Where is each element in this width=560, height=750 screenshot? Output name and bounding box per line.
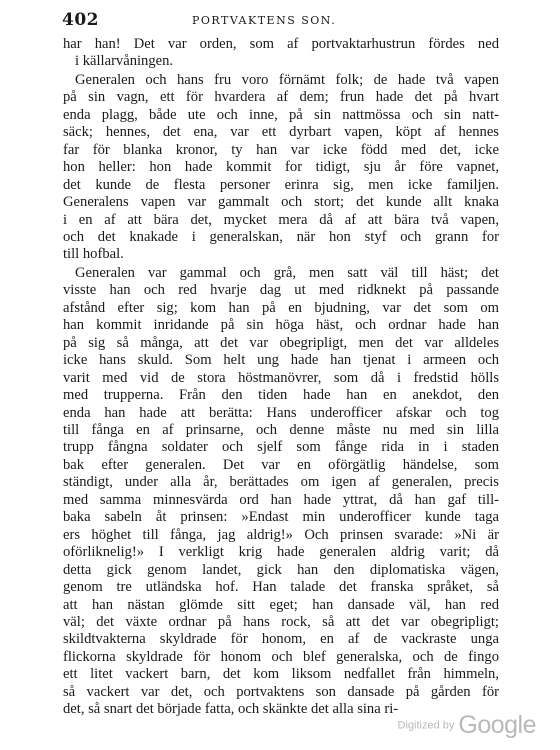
text-line: far för blanka kronor, ty han var icke född med det, icke (63, 141, 499, 158)
paragraph (63, 72, 499, 264)
text-line: det kunde de flesta personer erinra sig, men icke familjen. (63, 176, 499, 193)
text-line: detta gick genom landet, gick han den diplomatiska vägen, (63, 561, 499, 578)
digitized-label: Digitized by (397, 719, 455, 732)
text-line: i källarvåningen. (75, 53, 174, 70)
text-line: och det knakade i generalskan, när hon styf och grann for (63, 228, 499, 245)
text-line: han kommit inridande på sin höga häst, och ordnar hade han (63, 317, 499, 334)
text-line: hon heller: hon hade kommit for tidigt, sju år före vapnet, (63, 159, 499, 176)
text-line: visste han och red hvarje dag ut med ridknekt på passande (63, 282, 499, 299)
text-line: flickorna skyldrade för honom och blef generalska, och de fingo (63, 648, 499, 665)
text-line: med samma minnesvärda ord han hade yttrat, då han gaf till- (63, 491, 499, 508)
text-line: baka sabeln åt prinsen: »Endast min underofficer kunde taga (63, 509, 499, 526)
text-line: till fånga en af prinsarne, och denne måste nu med sin lilla (63, 421, 499, 438)
text-line: icke hans skuld. Som helt ung hade han tjenat i armeen och (63, 352, 499, 369)
text-line: ett litet vackert barn, det kom liksom nedfallet från himmeln, (63, 666, 499, 683)
text-line: oförliknelig!» I verkligt krig hade generalen aldrig varit; då (63, 544, 499, 561)
text-line: ständigt, under alla år, berättades om igen af generalen, precis (63, 474, 499, 491)
text-line: afstånd efter sig; kom han på en bjudning, var det som om (63, 299, 499, 316)
text-line: Generalen och hans fru voro förnämt folk; de hade två vapen (75, 71, 499, 88)
text-line: Generalen var gammal och grå, men satt väl till häst; det (75, 264, 499, 281)
text-line: på sig så många, att det var obegripligt, men det var alldeles (63, 334, 499, 351)
text-line: har han! Det var orden, som af portvaktarhustrun fördes ned (63, 36, 499, 52)
text-line: varit med vid de stora höstmanövrer, som då i fredstid hölls (63, 369, 499, 386)
text-line: till hofbal. (63, 246, 124, 263)
text-line: enda han hade att berätta: Hans underofficer afskar och tog (63, 404, 499, 421)
text-line: att han nästan glömde sitt eget; han dansade väl, han red (63, 596, 499, 613)
text-line: ers höghet till fånga, jag aldrig!» Och prinsen svarade: »Ni är (63, 526, 499, 543)
paragraph (63, 265, 499, 719)
text-line: trupp fångna soldater och sjelf som fånge rida in i staden (63, 439, 499, 456)
text-line: skildtvakterna skyldrade för honom, en af de vackraste unga (63, 631, 499, 648)
text-line: så vackert var det, och portvaktens son dansade på gården för (63, 683, 499, 700)
page-number: 402 (62, 10, 99, 30)
text-line: väl; det växte ordnar på hans rock, så att det var obegripligt; (63, 613, 499, 630)
text-line: i en af att bära det, mycket mera då af att bära två vapen, (63, 211, 499, 228)
text-line: Generalens vapen var gammalt och stort; det kunde allt knaka (63, 194, 499, 211)
text-line: på sin vagn, ett för hvardera af dem; frun hade det på hvart (63, 89, 499, 106)
body-text (63, 36, 499, 720)
paragraph (63, 36, 499, 71)
text-line: säck; hennes, det ena, var ett dyrbart vapen, köpt af hennes (63, 124, 499, 141)
google-logo: Google (458, 711, 536, 739)
digitized-watermark (398, 711, 536, 740)
text-line: enda plagg, både ute och inne, på sin nattmössa och sin natt- (63, 106, 499, 123)
page-header (62, 10, 498, 32)
text-line: bak efter generalen. Det var en oförgätlig händelse, som (63, 456, 499, 473)
text-line: med trupperna. Från den tiden hade han en anekdot, den (63, 387, 499, 404)
text-line: det, så snart det började fatta, och skänkte det alla sina ri- (63, 701, 399, 718)
running-head: PORTVAKTENS SON. (192, 14, 337, 27)
text-line: genom tre utländska hof. Han talade det franska språket, så (63, 579, 499, 596)
